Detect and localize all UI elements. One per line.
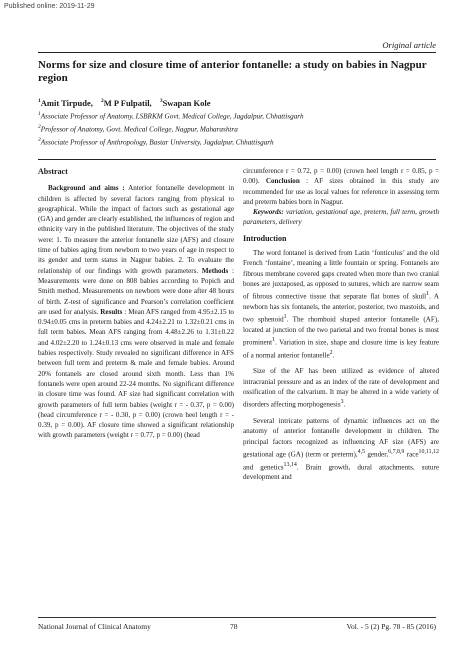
footer-divider: [38, 617, 436, 618]
keywords: [243, 207, 439, 228]
abstract-continued: [243, 166, 439, 207]
intro-paragraph-3: [243, 416, 439, 483]
abstract-body: [38, 183, 234, 440]
keywords-label: Keywords:: [253, 208, 284, 217]
abstract-heading: Abstract: [38, 167, 68, 176]
citation-sup: 3: [340, 399, 344, 406]
intro-text: . Variation in size, shape and closure time is key feature of a normal anterior fontanelle: [243, 338, 439, 360]
keywords-text: variation, gestational age, preterm, full term, growth parameters, delivery: [243, 208, 440, 227]
left-column: [38, 167, 234, 441]
affiliation-sup: 2: [38, 124, 41, 130]
intro-paragraph-1: [243, 248, 439, 360]
published-online-date: Published online: 2019-11-29: [4, 3, 95, 10]
author-name: M P Fulpatil,: [103, 98, 152, 108]
citation-sup: 13,14: [283, 461, 297, 468]
background-text: Anterior fontanelle development in children is affected by several factors ranging from physical to geographical. While the impact of factors such as gestational age (GA) and gender are clearly established, the influences of region and ethnicity vary in the published literature. The objectives of the study were: 1. To measure the anterior fontanelle size (AFS) and closure time of babies aging from newborn to two years of age in respect to its gender and term status in Nagpur babies. 2. To evaluate the relationship of our findings with growth parameters.: [38, 184, 234, 275]
section-divider: [38, 159, 436, 160]
header-divider: [38, 52, 436, 53]
article-title: Norms for size and closure time of anterior fontanelle: a study on babies in Nagpur region: [38, 59, 427, 84]
citation-sup: 2: [329, 349, 333, 356]
intro-text: The word fontanel is derived from Latin ‘fonticulus’ and the old French ‘fontaine’, meaning a little fountain or spring. Fontanels are fibrous membrane covered gaps created when more than two cranial bones are juxtaposed, as opposed to sutures, which are narrow seam of fibrous connective tissue that separate flat bones of skull: [243, 249, 439, 301]
intro-text: Size of the AF has been utilized as evidence of altered intracranial pressure and as an index of the rate of development and ossification of the calvarium. It may be altered in a wide variety of disorders affecting morphogenesis: [243, 367, 439, 409]
conclusion-label: Conclusion: [265, 177, 300, 186]
citation-sup: 6,7,8,9: [388, 448, 405, 455]
affiliation-text: Professor of Anatomy, Govt. Medical College, Nagpur, Maharashtra: [40, 125, 238, 134]
citation-sup: 1: [283, 314, 287, 321]
citation-sup: 10,11,12: [418, 448, 439, 455]
affiliation: [38, 124, 238, 133]
background-label: Background and aims :: [48, 184, 125, 193]
affiliation-text: Associate Professor of Anthropology, Bastar University, Jagdalpur, Chhattisgarh: [40, 138, 274, 147]
intro-text: Several intricate patterns of dynamic influences act on the anatomy of anterior fontanelle development in children. The principal factors recognized as influencing AF size (AFS) are gestational age (GA) (term or preterm),: [243, 417, 439, 459]
affiliation: [38, 137, 274, 146]
intro-text: . A newborn has six fontanels, the anterior, posterior, two mastoids, and two sphenoid: [243, 292, 439, 324]
author-sup: 3: [159, 98, 163, 105]
results-continued-text: circumference r = 0.72, p = 0.00) (crown heel length r = 0.85, p = 0.00).: [243, 167, 439, 186]
author-name: Amit Tirpude,: [40, 98, 93, 108]
author-name: Swapan Kole: [162, 98, 211, 108]
citation-sup: 4,5: [357, 448, 366, 455]
affiliation-sup: 1: [38, 111, 41, 117]
article-type-label: Original article: [382, 40, 436, 50]
intro-paragraph-2: [243, 366, 439, 410]
intro-text: .: [332, 351, 335, 360]
page-number: 78: [230, 622, 238, 631]
intro-text: . The rhomboid shaped anterior fontanelle (AF), located at junction of the two parietal and two frontal bones is most prominent: [243, 315, 439, 347]
methods-label: Methods: [201, 266, 229, 275]
affiliation-text: Associate Professor of Anatomy, LSBRKM Govt. Medical College, Jagdalpur, Chhattisgarh: [40, 112, 304, 121]
intro-text: gender,: [365, 450, 389, 459]
conclusion-text: : AF sizes obtained in this study are recommended for use as local values for reference in assessing term and preterm babies born in Nagpur.: [243, 177, 440, 206]
author-sup: 2: [101, 98, 104, 105]
author-list: [38, 98, 211, 108]
intro-text: race: [404, 450, 419, 459]
results-text: : Mean AFS ranged from 4.95±2.15 to 0.94±0.05 cms in preterm babies and 4.24±2.21 to 1.32±0.21 cms in full term babies. Mean AFS ranging from 4.48±2.26 to 1.31±0.22 and 4.02±2.20 to 1.24±0.13 cms were observed in male and female babies respectively. Study revealed no significant difference in AFS between full term and preterm & male and female babies. Around 20% fontanels are closed around sixth month. Less than 1% fontanels were open around 22-24 months. No significant difference in closure time was found. AF size had significant correlation with growth parameters of full term babies (weight r = - 0.37, p = 0.00) (head circumference r = - 0.30, p = 0.00) (crown heel length r = - 0.39, p = 0.00). AF closure time showed a significant relationship with growth parameters (weight r = 0.77, p = 0.00) (head: [38, 307, 234, 440]
citation-sup: 1: [272, 337, 276, 344]
methods-text: : Measurements were done on 808 babies according to Popich and Smith method. Measurements on newborn were done after 48 hours of birth. Z-test of significance and Pearson’s correlation coefficient are used for analysis.: [38, 266, 234, 316]
author-sup: 1: [38, 98, 41, 105]
citation-sup: 1: [426, 291, 430, 298]
affiliation-sup: 3: [38, 137, 41, 143]
intro-text: and genetics: [243, 462, 284, 471]
right-column: [243, 166, 439, 483]
intro-text: . Brain growth, dural attachments, suture development and: [243, 462, 439, 482]
introduction-heading: Introduction: [243, 233, 287, 243]
results-label: Results: [100, 307, 123, 316]
journal-name: National Journal of Clinical Anatomy: [38, 622, 151, 631]
volume-info: Vol. - 5 (2) Pg. 78 - 85 (2016): [346, 622, 436, 631]
intro-text: .: [343, 400, 346, 409]
affiliation: [38, 111, 304, 120]
